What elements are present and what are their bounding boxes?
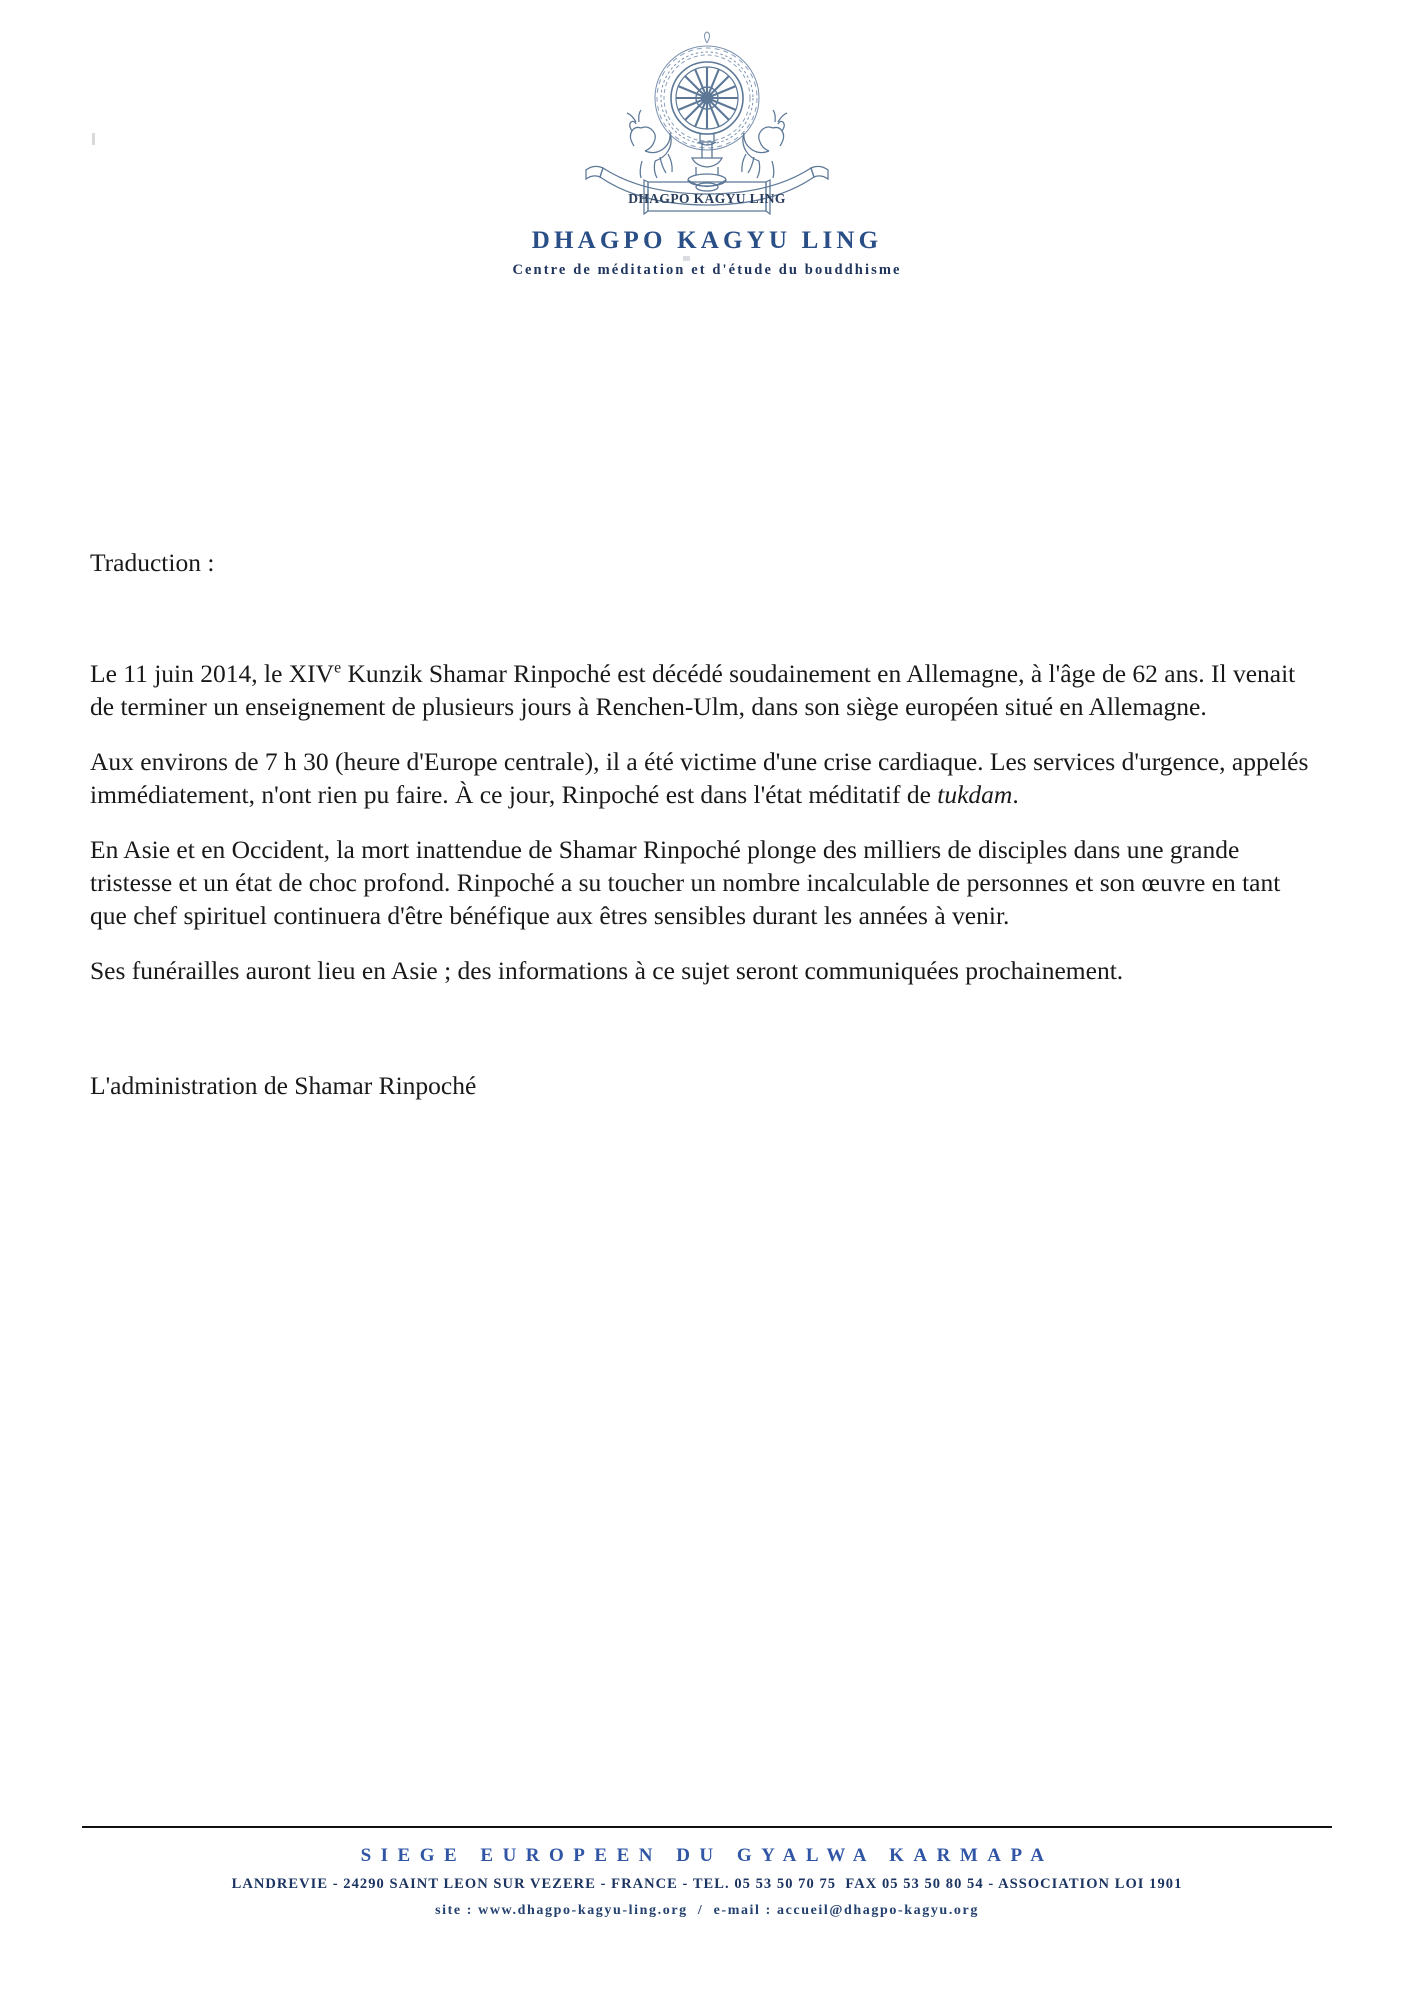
paragraph-1-text-b: Kunzik Shamar Rinpoché est décédé soudainement en Allemagne, à l'âge de 62 ans. Il venait de terminer un enseignement de plusieurs jours à Renchen-Ulm, dans son siège européen situé en Allemagne. (90, 659, 1296, 722)
dharma-wheel-deer-emblem-icon (572, 30, 842, 215)
footer-address-line: LANDREVIE - 24290 SAINT LEON SUR VEZERE - FRANCE - TEL. 05 53 50 70 75 FAX 05 53 50 80 54 - ASSOCIATION LOI 1901 (231, 1876, 1183, 1892)
spacer (90, 932, 1322, 954)
signature-line: L'administration de Shamar Rinpoché (90, 1071, 477, 1101)
translation-label: Traduction : (90, 548, 215, 577)
paragraph-1-text-a: Le 11 juin 2014, le XIV (90, 659, 335, 689)
letter-footer (82, 1826, 1332, 1919)
logo-banner-text: DHAGPO KAGYU LING (628, 191, 786, 206)
organization-tagline: Centre de méditation et d'étude du bouddhisme (512, 262, 902, 278)
footer-contact-line: site : www.dhagpo-kagyu-ling.org / e-mail : accueil@dhagpo-kagyu.org (435, 1903, 979, 1918)
spacer (90, 987, 1322, 1069)
tukdam-term: tukdam (937, 780, 1013, 810)
ordinal-suffix: e (334, 659, 342, 677)
letter-body (90, 546, 1322, 1102)
organization-name: DHAGPO KAGYU LING (531, 227, 883, 254)
footer-divider (82, 1826, 1332, 1828)
footer-headquarters-line: SIEGE EUROPEEN DU GYALWA KARMAPA (360, 1845, 1054, 1866)
paragraph-1 (90, 657, 1322, 723)
paragraph-2-text-a: Aux environs de 7 h 30 (heure d'Europe centrale), il a été victime d'une crise cardiaque. Les services d'urgence, appelés immédiatement, n'ont rien pu faire. À ce jour, Rinpoché est dans l'état méditatif de (90, 747, 1309, 810)
paragraph-4: Ses funérailles auront lieu en Asie ; des informations à ce sujet seront communiquées prochainement. (90, 956, 1124, 986)
spacer (90, 579, 1322, 657)
spacer (90, 811, 1322, 833)
paragraph-3: En Asie et en Occident, la mort inattendue de Shamar Rinpoché plonge des milliers de disciples dans une grande tristesse et un état de choc profond. Rinpoché a su toucher un nombre incalculable de personnes et son œuvre en tant que chef spirituel continuera d'être bénéfique aux êtres sensibles durant les années à venir. (90, 835, 1281, 931)
paragraph-2 (90, 745, 1322, 811)
spacer (90, 723, 1322, 745)
paragraph-2-text-b: . (1012, 780, 1019, 810)
letterhead (0, 30, 1414, 279)
